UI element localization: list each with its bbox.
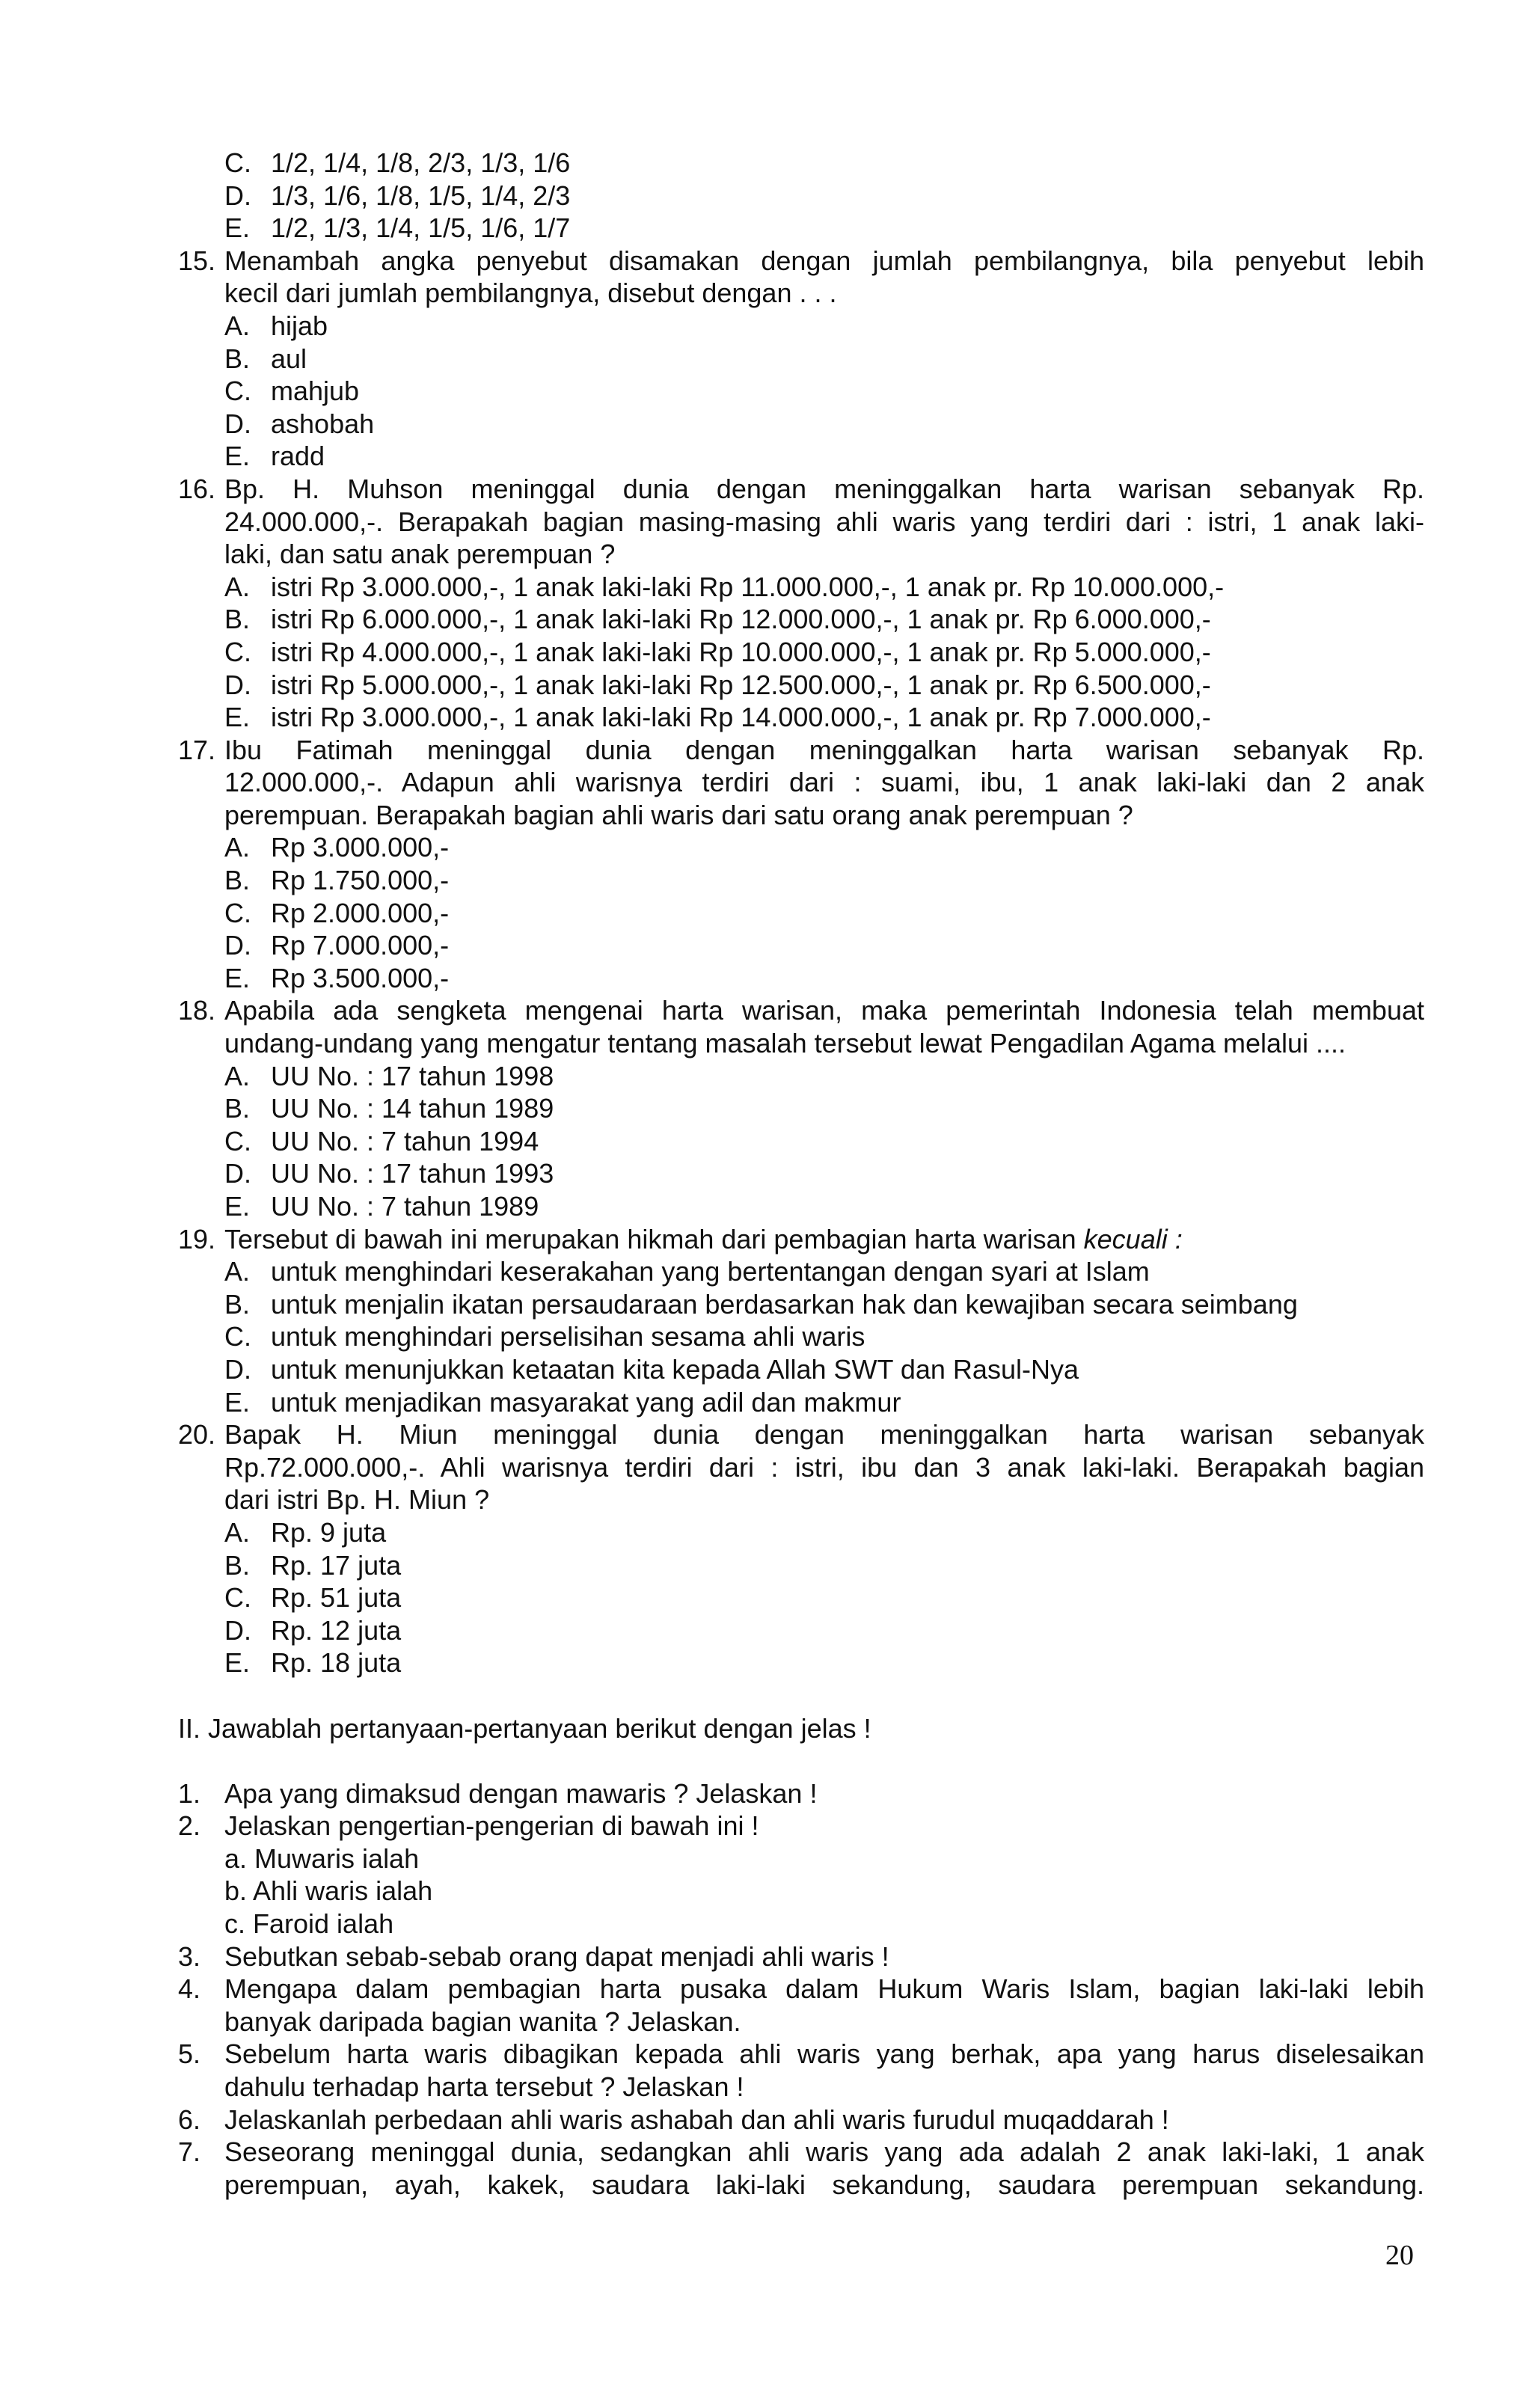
item-text-line: Seseorang meninggal dunia, sedangkan ahli waris yang ada adalah 2 anak laki-laki, 1 anak (224, 2136, 1424, 2168)
q17-option-e: E. Rp 3.500.000,- (224, 962, 450, 993)
spacer (178, 1744, 1424, 1777)
item-2-sub-b: b. Ahli waris ialah (224, 1875, 433, 1907)
item-number: 4. (178, 1973, 201, 2005)
q17-option-c: C. Rp 2.000.000,- (224, 897, 450, 928)
q20-option-c: C. Rp. 51 juta (224, 1582, 402, 1614)
item-2-sub-c: c. Faroid ialah (224, 1908, 394, 1940)
q16-option-b: B. istri Rp 6.000.000,-, 1 anak laki-laki Rp 12.000.000,-, 1 anak pr. Rp 6.000.000,- (224, 604, 1211, 635)
q20-option-e: E. Rp. 18 juta (224, 1647, 402, 1679)
page-number: 20 (1385, 2240, 1414, 2271)
item-2-sub-a: a. Muwaris ialah (224, 1842, 420, 1874)
question-16 (178, 473, 1424, 571)
page-content (178, 147, 1424, 2201)
item-text-line: Mengapa dalam pembagian harta pusaka dalam Hukum Waris Islam, bagian laki-laki lebih (224, 1973, 1424, 2005)
q14-option-c: C. 1/2, 1/4, 1/8, 2/3, 1/3, 1/6 (224, 147, 571, 178)
q15-option-a: A. hijab (224, 310, 328, 341)
item-text-line: Sebelum harta waris dibagikan kepada ahli waris yang berhak, apa yang harus diselesaikan (224, 2038, 1424, 2070)
q19-option-c: C. untuk menghindari perselisihan sesama ahli waris (224, 1321, 865, 1352)
question-number: 18. (178, 995, 216, 1026)
q16-option-e: E. istri Rp 3.000.000,-, 1 anak laki-laki Rp 14.000.000,-, 1 anak pr. Rp 7.000.000,- (224, 702, 1211, 733)
essay-item-4 (178, 1973, 1424, 2038)
question-17 (178, 734, 1424, 832)
question-text-line: dari istri Bp. H. Miun ? (224, 1484, 490, 1516)
q19-option-d: D. untuk menunjukkan ketaatan kita kepada Allah SWT dan Rasul-Nya (224, 1353, 1079, 1385)
essay-item-7 (178, 2136, 1424, 2201)
q18-option-d: D. UU No. : 17 tahun 1993 (224, 1158, 554, 1189)
q20-option-d: D. Rp. 12 juta (224, 1614, 402, 1646)
question-text-line: Apabila ada sengketa mengenai harta warisan, maka pemerintah Indonesia telah membuat (224, 995, 1424, 1026)
essay-item-6 (178, 2104, 1424, 2136)
question-15 (178, 245, 1424, 310)
q20-option-a: A. Rp. 9 juta (224, 1516, 387, 1548)
question-number: 17. (178, 734, 216, 765)
q14-option-d: D. 1/3, 1/6, 1/8, 1/5, 1/4, 2/3 (224, 180, 571, 211)
essay-item-5 (178, 2038, 1424, 2103)
question-text-line: undang-undang yang mengatur tentang masalah tersebut lewat Pengadilan Agama melalui .... (224, 1028, 1346, 1059)
q17-option-d: D. Rp 7.000.000,- (224, 930, 450, 961)
q18-option-e: E. UU No. : 7 tahun 1989 (224, 1191, 539, 1222)
q15-option-d: D. ashobah (224, 408, 375, 439)
q15-option-b: B. aul (224, 343, 307, 374)
question-text-line: kecil dari jumlah pembilangnya, disebut dengan . . . (224, 278, 837, 309)
question-20 (178, 1418, 1424, 1516)
question-text-line: perempuan. Berapakah bagian ahli waris dari satu orang anak perempuan ? (224, 799, 1133, 830)
essay-item-1 (178, 1777, 1424, 1810)
section-2-heading: II. Jawablah pertanyaan-pertanyaan berikut dengan jelas ! (178, 1712, 871, 1744)
item-number: 3. (178, 1940, 201, 1972)
q18-option-b: B. UU No. : 14 tahun 1989 (224, 1093, 554, 1124)
spacer (178, 1679, 1424, 1712)
item-text-line: Sebutkan sebab-sebab orang dapat menjadi ahli waris ! (224, 1940, 889, 1972)
essay-item-2 (178, 1810, 1424, 1842)
item-number: 2. (178, 1810, 201, 1842)
item-number: 5. (178, 2038, 201, 2070)
q20-option-b: B. Rp. 17 juta (224, 1549, 402, 1581)
item-text-line: Jelaskanlah perbedaan ahli waris ashabah dan ahli waris furudul muqaddarah ! (224, 2104, 1169, 2135)
question-text-line: Rp.72.000.000,-. Ahli warisnya terdiri dari : istri, ibu dan 3 anak laki-laki. Berapakah bagian (224, 1451, 1424, 1483)
question-text-line: Ibu Fatimah meninggal dunia dengan meninggalkan harta warisan sebanyak Rp. (224, 734, 1424, 765)
q18-option-c: C. UU No. : 7 tahun 1994 (224, 1125, 539, 1156)
question-text-line: Tersebut di bawah ini merupakan hikmah dari pembagian harta warisan kecuali : (224, 1223, 1183, 1254)
item-text-line: dahulu terhadap harta tersebut ? Jelaskan ! (224, 2071, 744, 2103)
question-number: 16. (178, 473, 216, 504)
item-number: 7. (178, 2136, 201, 2168)
q16-option-c: C. istri Rp 4.000.000,-, 1 anak laki-laki Rp 10.000.000,-, 1 anak pr. Rp 5.000.000,- (224, 636, 1211, 667)
item-number: 6. (178, 2104, 201, 2135)
kecuali-emphasis: kecuali : (1083, 1223, 1183, 1254)
question-text-line: laki, dan satu anak perempuan ? (224, 539, 616, 570)
question-number: 15. (178, 245, 216, 276)
question-text-line: Menambah angka penyebut disamakan dengan jumlah pembilangnya, bila penyebut lebih (224, 245, 1424, 276)
question-text-line: Bp. H. Muhson meninggal dunia dengan meninggalkan harta warisan sebanyak Rp. (224, 473, 1424, 504)
item-text-line: perempuan, ayah, kakek, saudara laki-laki sekandung, saudara perempuan sekandung. (224, 2169, 1424, 2200)
q18-option-a: A. UU No. : 17 tahun 1998 (224, 1060, 554, 1091)
item-number: 1. (178, 1777, 201, 1809)
question-text-line: 24.000.000,-. Berapakah bagian masing-masing ahli waris yang terdiri dari : istri, 1 anak laki- (224, 506, 1424, 537)
question-number: 20. (178, 1419, 216, 1450)
item-text-line: Apa yang dimaksud dengan mawaris ? Jelaskan ! (224, 1777, 818, 1809)
question-number: 19. (178, 1223, 216, 1254)
q16-option-d: D. istri Rp 5.000.000,-, 1 anak laki-laki Rp 12.500.000,-, 1 anak pr. Rp 6.500.000,- (224, 669, 1211, 700)
essay-item-3 (178, 1940, 1424, 1973)
q17-option-b: B. Rp 1.750.000,- (224, 865, 450, 896)
question-text-line: 12.000.000,-. Adapun ahli warisnya terdiri dari : suami, ibu, 1 anak laki-laki dan 2 anak (224, 767, 1424, 798)
question-19 (178, 1223, 1424, 1256)
q17-option-a: A. Rp 3.000.000,- (224, 832, 450, 863)
item-text-line: Jelaskan pengertian-pengerian di bawah ini ! (224, 1810, 759, 1842)
q14-option-e: E. 1/2, 1/3, 1/4, 1/5, 1/6, 1/7 (224, 212, 571, 244)
question-text-line: Bapak H. Miun meninggal dunia dengan meninggalkan harta warisan sebanyak (224, 1419, 1424, 1450)
q15-option-e: E. radd (224, 441, 325, 472)
q15-option-c: C. mahjub (224, 376, 360, 407)
q16-option-a: A. istri Rp 3.000.000,-, 1 anak laki-laki Rp 11.000.000,-, 1 anak pr. Rp 10.000.000,- (224, 571, 1225, 602)
q19-option-e: E. untuk menjadikan masyarakat yang adil dan makmur (224, 1386, 901, 1418)
q19-option-a: A. untuk menghindari keserakahan yang bertentangan dengan syari at Islam (224, 1256, 1150, 1287)
question-18 (178, 994, 1424, 1059)
item-text-line: banyak daripada bagian wanita ? Jelaskan. (224, 2006, 741, 2037)
q19-option-b: B. untuk menjalin ikatan persaudaraan berdasarkan hak dan kewajiban secara seimbang (224, 1288, 1298, 1320)
